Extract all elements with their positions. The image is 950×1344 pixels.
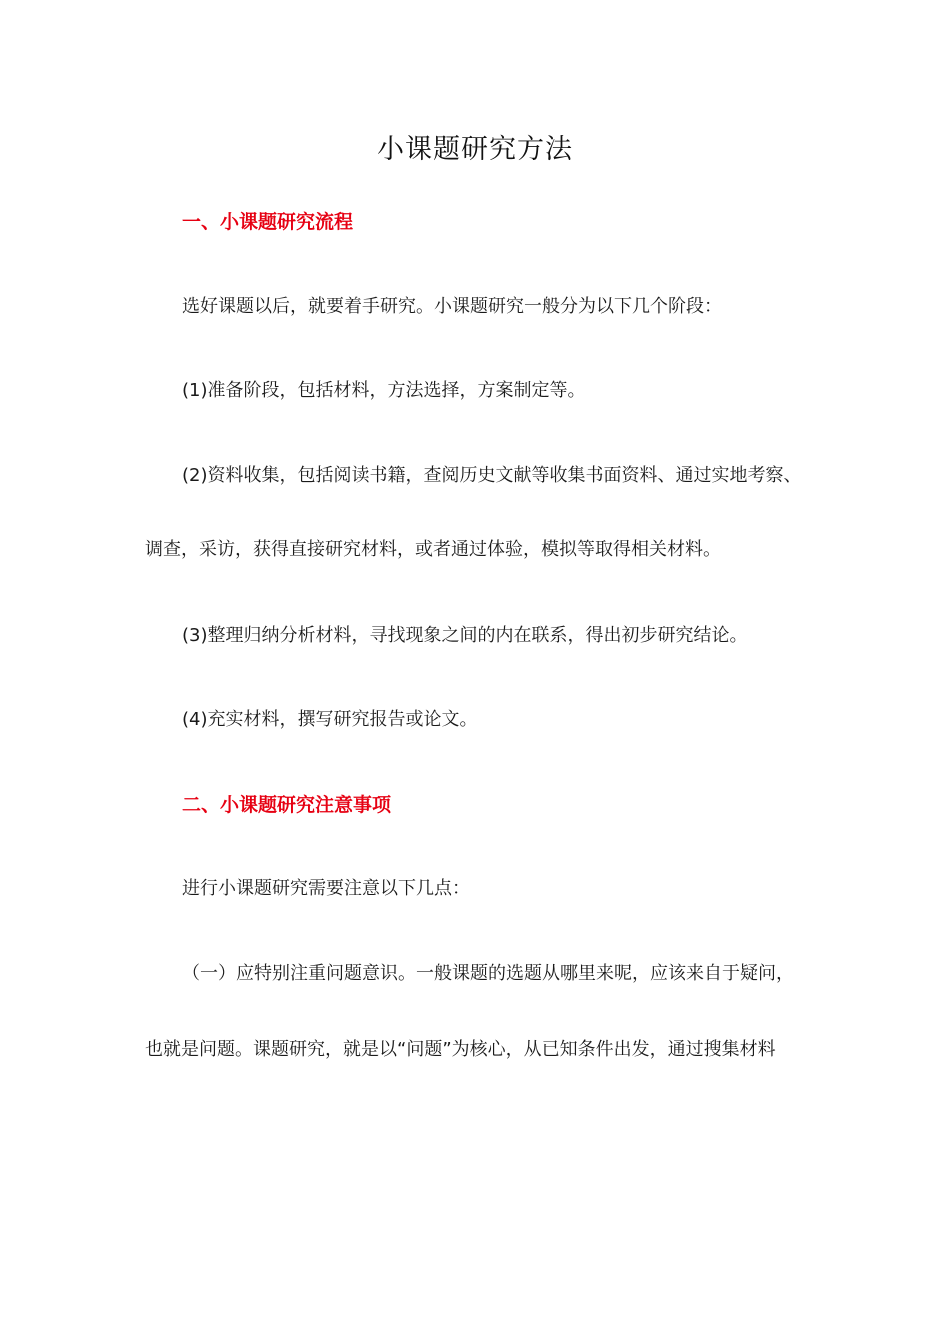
paragraph-note-1-line-1: （一）应特别注重问题意识。一般课题的选题从哪里来呢，应该来自于疑问， — [182, 963, 794, 984]
paragraph-step-1: (1)准备阶段，包括材料，方法选择，方案制定等。 — [182, 380, 586, 401]
paragraph-step-4: (4)充实材料，撰写研究报告或论文。 — [182, 709, 478, 730]
section-heading-2: 二、小课题研究注意事项 — [182, 794, 392, 816]
paragraph-intro: 选好课题以后，就要着手研究。小课题研究一般分为以下几个阶段： — [182, 296, 722, 317]
paragraph-step-3: (3)整理归纳分析材料，寻找现象之间的内在联系，得出初步研究结论。 — [182, 625, 748, 646]
section-heading-1: 一、小课题研究流程 — [182, 211, 354, 233]
paragraph-step-2-line-2: 调查，采访，获得直接研究材料，或者通过体验，模拟等取得相关材料。 — [145, 539, 721, 560]
paragraph-step-2-line-1: (2)资料收集，包括阅读书籍，查阅历史文献等收集书面资料、通过实地考察、 — [182, 465, 802, 486]
paragraph-note-1-line-2: 也就是问题。课题研究，就是以“问题”为核心，从已知条件出发，通过搜集材料 — [145, 1039, 776, 1060]
document-title: 小课题研究方法 — [377, 134, 573, 165]
paragraph-notes-intro: 进行小课题研究需要注意以下几点： — [182, 878, 470, 899]
